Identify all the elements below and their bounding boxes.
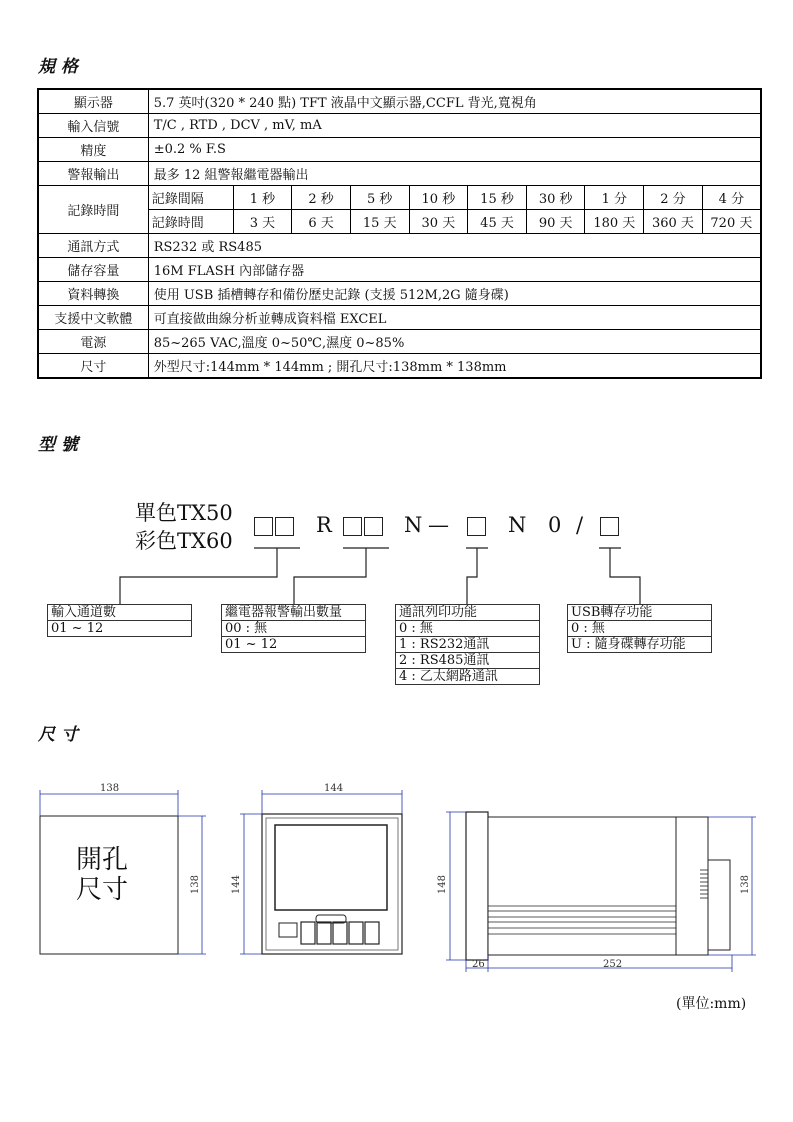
- record-time-cell: 30 天: [409, 210, 468, 234]
- unit-note: (單位:mm): [676, 996, 747, 1012]
- option-row: 2 : RS485通訊: [396, 652, 539, 668]
- spec-value: ±0.2 % F.S: [148, 138, 761, 162]
- front-panel-drawing: [240, 790, 402, 954]
- spec-label: 電源: [38, 330, 148, 354]
- record-time-label: 記錄時間: [148, 210, 233, 234]
- code-n2: N: [508, 513, 528, 537]
- record-interval-cell: 15 秒: [468, 186, 527, 210]
- spec-value: 85~265 VAC,溫度 0~50℃,濕度 0~85%: [148, 330, 761, 354]
- record-interval-cell: 2 秒: [292, 186, 351, 210]
- cutout-label-1: 開孔: [76, 845, 129, 875]
- record-interval-cell: 1 秒: [233, 186, 292, 210]
- code-r: R: [316, 513, 333, 537]
- option-title: USB轉存功能: [571, 605, 653, 620]
- option-usb: [567, 604, 712, 653]
- spec-value: 5.7 英吋(320 * 240 點) TFT 液晶中文顯示器,CCFL 背光,寬視角: [148, 89, 761, 114]
- record-interval-cell: 5 秒: [350, 186, 409, 210]
- spec-value: 16M FLASH 內部儲存器: [148, 258, 761, 282]
- record-time-cell: 360 天: [644, 210, 703, 234]
- spec-label: 尺寸: [38, 354, 148, 379]
- side-height-label: 148: [437, 875, 448, 895]
- option-row: 01 ~ 12: [222, 636, 365, 652]
- cutout-label-2: 尺寸: [76, 875, 129, 905]
- front-height-label: 144: [231, 875, 242, 895]
- spec-label: 精度: [38, 138, 148, 162]
- spec-value: RS232 或 RS485: [148, 234, 761, 258]
- record-time-cell: 45 天: [468, 210, 527, 234]
- spec-heading: 規 格: [38, 57, 78, 77]
- code-n1: N: [404, 513, 424, 537]
- option-title: 通訊列印功能: [399, 605, 478, 620]
- option-title: 輸入通道數: [51, 605, 117, 620]
- side-depth-label: 252: [603, 959, 623, 970]
- option-row: 0 : 無: [396, 620, 539, 636]
- record-time-cell: 90 天: [526, 210, 585, 234]
- record-time-cell: 180 天: [585, 210, 644, 234]
- record-time-cell: 6 天: [292, 210, 351, 234]
- option-title: 繼電器報警輸出數量: [225, 605, 343, 620]
- cutout-height-label: 138: [190, 875, 201, 895]
- option-row: 01 ~ 12: [48, 620, 191, 636]
- model-name-mono: 單色TX50: [135, 501, 233, 525]
- spec-value: T/C , RTD , DCV , mV, mA: [148, 114, 761, 138]
- side-depth-front-label: 26: [472, 959, 485, 970]
- code-zero: 0: [548, 513, 563, 537]
- model-heading: 型 號: [38, 435, 78, 455]
- option-relay-outputs: [221, 604, 366, 653]
- option-communication: [395, 604, 540, 685]
- option-row: 0 : 無: [568, 620, 711, 636]
- record-interval-cell: 4 分: [702, 186, 761, 210]
- option-input-channels: [47, 604, 192, 637]
- spec-value: 使用 USB 插槽轉存和備份歷史記錄 (支援 512M,2G 隨身碟): [148, 282, 761, 306]
- option-row: 4 : 乙太網路通訊: [396, 668, 539, 684]
- cutout-width-label: 138: [100, 783, 120, 794]
- code-dash: —: [428, 513, 450, 537]
- record-time-cell: 720 天: [702, 210, 761, 234]
- side-view-drawing: [446, 812, 756, 972]
- record-interval-label: 記錄間隔: [148, 186, 233, 210]
- spec-label: 顯示器: [38, 89, 148, 114]
- spec-label: 儲存容量: [38, 258, 148, 282]
- spec-value: 外型尺寸:144mm * 144mm ; 開孔尺寸:138mm * 138mm: [148, 354, 761, 379]
- record-time-cell: 3 天: [233, 210, 292, 234]
- side-rear-height-label: 138: [740, 875, 751, 895]
- spec-label: 支援中文軟體: [38, 306, 148, 330]
- front-width-label: 144: [324, 783, 344, 794]
- spec-label: 輸入信號: [38, 114, 148, 138]
- spec-label: 通訊方式: [38, 234, 148, 258]
- record-interval-cell: 10 秒: [409, 186, 468, 210]
- record-interval-cell: 30 秒: [526, 186, 585, 210]
- record-interval-cell: 1 分: [585, 186, 644, 210]
- model-name-color: 彩色TX60: [135, 529, 233, 553]
- spec-label: 警報輸出: [38, 162, 148, 186]
- dimensions-heading: 尺 寸: [38, 725, 78, 745]
- spec-value: 最多 12 組警報繼電器輸出: [148, 162, 761, 186]
- option-row: 1 : RS232通訊: [396, 636, 539, 652]
- code-slash: /: [576, 513, 585, 537]
- record-time-cell: 15 天: [350, 210, 409, 234]
- spec-label: 資料轉換: [38, 282, 148, 306]
- option-row: 00 : 無: [222, 620, 365, 636]
- record-interval-cell: 2 分: [644, 186, 703, 210]
- option-row: U : 隨身碟轉存功能: [568, 636, 711, 652]
- spec-value: 可直接做曲線分析並轉成資料檔 EXCEL: [148, 306, 761, 330]
- spec-label: 記錄時間: [38, 186, 148, 234]
